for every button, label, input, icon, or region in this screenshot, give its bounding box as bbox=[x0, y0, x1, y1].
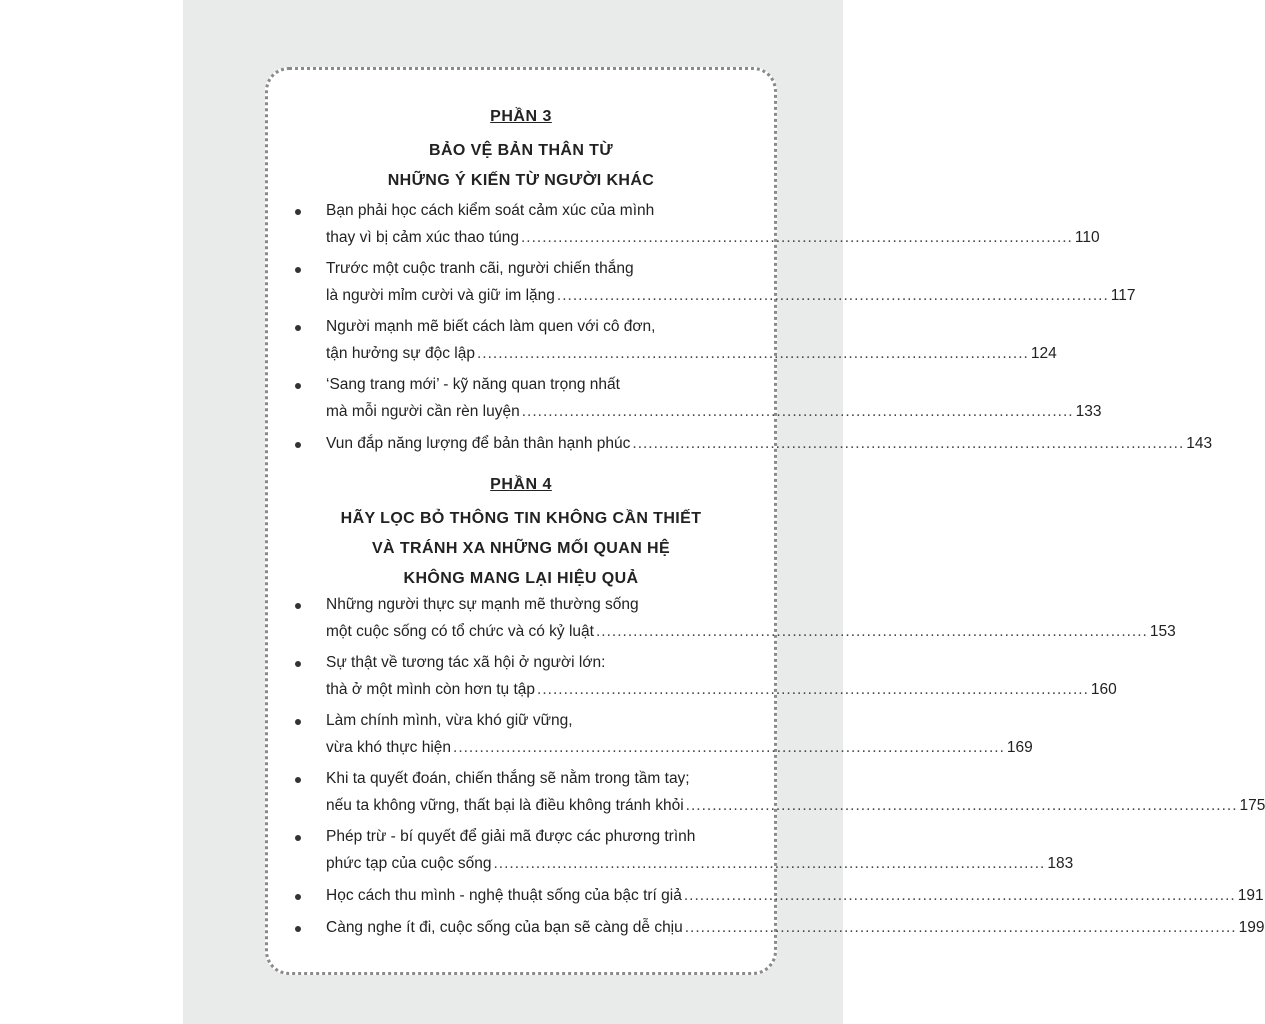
part-title-line: VÀ TRÁNH XA NHỮNG MỐI QUAN HỆ bbox=[371, 540, 671, 557]
entry-line-2 bbox=[326, 793, 1265, 819]
entry-text: thay vì bị cảm xúc thao túng bbox=[326, 229, 519, 246]
bullet-icon bbox=[295, 442, 301, 448]
entry-line-1: ‘Sang trang mới’ - kỹ năng quan trọng nhất bbox=[326, 376, 620, 393]
page-number: 153 bbox=[1149, 623, 1176, 640]
entry-text: Học cách thu mình - nghệ thuật sống của bậc trí giả bbox=[326, 887, 682, 904]
part-title-line: NHỮNG Ý KIẾN TỪ NGƯỜI KHÁC bbox=[387, 172, 655, 189]
page-number: 191 bbox=[1237, 887, 1264, 904]
entry-text: tận hưởng sự độc lập bbox=[326, 345, 475, 362]
page-number: 183 bbox=[1047, 855, 1074, 872]
bullet-icon bbox=[295, 894, 301, 900]
entry-line-2 bbox=[326, 883, 1264, 909]
entry-line-2 bbox=[326, 431, 1213, 457]
entry-text: nếu ta không vững, thất bại là điều không tránh khỏi bbox=[326, 797, 684, 814]
entry-line-2 bbox=[326, 341, 1057, 367]
page-number: 175 bbox=[1239, 797, 1265, 814]
page-number: 143 bbox=[1186, 435, 1213, 452]
entry-text: một cuộc sống có tổ chức và có kỷ luật bbox=[326, 623, 594, 640]
entry-text: Càng nghe ít đi, cuộc sống của bạn sẽ càng dễ chịu bbox=[326, 919, 683, 936]
dot-leader: ........................................................................................................ bbox=[556, 287, 1109, 304]
entry-line-2 bbox=[326, 735, 1033, 761]
part-3-heading bbox=[268, 108, 774, 126]
page-number: 169 bbox=[1006, 739, 1033, 756]
part-4-title bbox=[268, 504, 774, 594]
dot-leader: ........................................................................................................ bbox=[632, 435, 1185, 452]
toc-frame bbox=[265, 67, 1265, 975]
dot-leader: ........................................................................................................ bbox=[683, 887, 1236, 904]
bullet-icon bbox=[295, 325, 301, 331]
part-title-line: BẢO VỆ BẢN THÂN TỪ bbox=[428, 142, 614, 159]
dot-leader: ........................................................................................................ bbox=[684, 919, 1237, 936]
entry-line-1: Khi ta quyết đoán, chiến thắng sẽ nằm trong tầm tay; bbox=[326, 770, 690, 787]
dot-leader: ........................................................................................................ bbox=[493, 855, 1046, 872]
entry-line-1: Phép trừ - bí quyết để giải mã được các phương trình bbox=[326, 828, 696, 845]
page-number: 110 bbox=[1074, 229, 1100, 246]
page-number: 199 bbox=[1238, 919, 1265, 936]
entry-line-2 bbox=[326, 915, 1265, 941]
entry-line-1: Bạn phải học cách kiểm soát cảm xúc của mình bbox=[326, 202, 655, 219]
entry-line-2 bbox=[326, 851, 1074, 877]
entry-line-1: Những người thực sự mạnh mẽ thường sống bbox=[326, 596, 639, 613]
bullet-icon bbox=[295, 603, 301, 609]
entry-line-2 bbox=[326, 225, 1100, 251]
part-label: PHẦN 4 bbox=[490, 476, 552, 493]
page-number: 124 bbox=[1030, 345, 1057, 362]
bullet-icon bbox=[295, 835, 301, 841]
bullet-icon bbox=[295, 267, 301, 273]
entry-line-2 bbox=[326, 283, 1136, 309]
entry-line-1: Làm chính mình, vừa khó giữ vững, bbox=[326, 712, 573, 729]
bullet-icon bbox=[295, 777, 301, 783]
entry-text: thà ở một mình còn hơn tụ tập bbox=[326, 681, 536, 698]
page-number: 160 bbox=[1090, 681, 1117, 698]
dot-leader: ........................................................................................................ bbox=[521, 229, 1073, 246]
part-title-line: KHÔNG MANG LẠI HIỆU QUẢ bbox=[403, 570, 639, 587]
part-title-line: HÃY LỌC BỎ THÔNG TIN KHÔNG CẦN THIẾT bbox=[340, 510, 702, 527]
bullet-icon bbox=[295, 383, 301, 389]
entry-text: Vun đắp năng lượng để bản thân hạnh phúc bbox=[326, 435, 631, 452]
page-number: 117 bbox=[1110, 287, 1136, 304]
entry-text: mà mỗi người cần rèn luyện bbox=[326, 403, 520, 420]
entry-line-2 bbox=[326, 619, 1176, 645]
entry-text: vừa khó thực hiện bbox=[326, 739, 452, 756]
bullet-icon bbox=[295, 209, 301, 215]
part-4-heading bbox=[268, 476, 774, 494]
bullet-icon bbox=[295, 661, 301, 667]
entry-line-1: Sự thật về tương tác xã hội ở người lớn: bbox=[326, 654, 606, 671]
bullet-icon bbox=[295, 926, 301, 932]
entry-line-2 bbox=[326, 399, 1102, 425]
entry-line-2 bbox=[326, 677, 1117, 703]
dot-leader: ........................................................................................................ bbox=[537, 681, 1089, 698]
dot-leader: ........................................................................................................ bbox=[476, 345, 1029, 362]
entry-text: phức tạp của cuộc sống bbox=[326, 855, 492, 872]
entry-line-1: Người mạnh mẽ biết cách làm quen với cô đơn, bbox=[326, 318, 656, 335]
dot-leader: ........................................................................................................ bbox=[685, 797, 1238, 814]
entry-text: là người mỉm cười và giữ im lặng bbox=[326, 287, 555, 304]
dot-leader: ........................................................................................................ bbox=[595, 623, 1148, 640]
entry-line-1: Trước một cuộc tranh cãi, người chiến thắng bbox=[326, 260, 634, 277]
part-3-title bbox=[268, 136, 774, 196]
dot-leader: ........................................................................................................ bbox=[453, 739, 1005, 756]
bullet-icon bbox=[295, 719, 301, 725]
dot-leader: ........................................................................................................ bbox=[521, 403, 1074, 420]
page-number: 133 bbox=[1075, 403, 1102, 420]
part-label: PHẦN 3 bbox=[490, 108, 552, 125]
